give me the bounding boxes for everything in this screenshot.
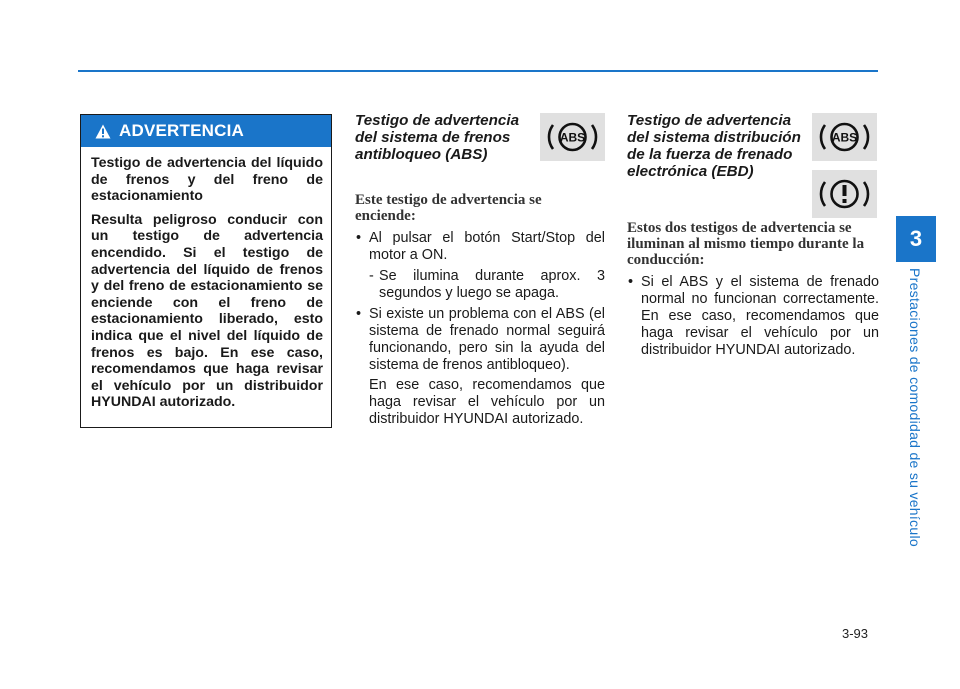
warning-box xyxy=(80,114,332,428)
abs-bullet-2-follow: En ese caso, recomendamos que haga revisar el vehículo por un distribuidor HYUNDAI autorizado. xyxy=(369,377,605,427)
svg-text:ABS: ABS xyxy=(559,130,586,145)
ebd-brake-icon-box xyxy=(812,170,877,218)
ebd-bullet-1: • Si el ABS y el sistema de frenado normal no funcionan correctamente. En ese caso, recomendamos que haga revisar el vehículo por un distribuidor HYUNDAI autorizado. xyxy=(627,274,879,359)
abs-icon-box xyxy=(540,113,605,161)
warning-body xyxy=(81,147,331,411)
abs-section-title: Testigo de advertencia del sistema de frenos antibloqueo (ABS) xyxy=(355,112,520,163)
abs-bullet-2: • Si existe un problema con el ABS (el sistema de frenado normal seguirá funcionando, pero sin la ayuda del sistema de frenos antibloqueo). xyxy=(355,306,605,374)
ebd-title-wrap xyxy=(627,112,809,200)
brake-exclamation-icon xyxy=(812,170,877,218)
ebd-section-title: Testigo de advertencia del sistema distribución de la fuerza de frenado electrónica (EBD) xyxy=(627,112,801,180)
warning-subtitle: Testigo de advertencia del líquido de frenos y del freno de estacionamiento xyxy=(91,155,323,205)
ebd-abs-icon-box xyxy=(812,113,877,161)
abs-warning-icon xyxy=(812,113,877,161)
chapter-title-text: Prestaciones de comodidad de su vehículo xyxy=(907,268,923,547)
warning-triangle-icon xyxy=(95,124,111,139)
page-number: 3-93 xyxy=(842,626,869,641)
warning-text: Resulta peligroso conducir con un testigo de advertencia encendido. Si el testigo de advertencia del líquido de frenos y del freno de estacionamiento se enciende con el freno de estacionamiento liberado, esto indica que el nivel del líquido de frenos es bajo. En ese caso, recomendamos que haga revisar el vehículo por un distribuidor HYUNDAI autorizado. xyxy=(91,211,323,411)
abs-bullet-1: • Al pulsar el botón Start/Stop del motor a ON. xyxy=(355,230,605,264)
chapter-tab: 3 xyxy=(896,216,936,262)
abs-title-wrap xyxy=(355,112,535,174)
abs-dash-1: - Se ilumina durante aprox. 3 segundos y luego se apaga. xyxy=(355,268,605,302)
abs-warning-icon xyxy=(540,113,605,161)
chapter-title xyxy=(904,268,926,547)
top-rule xyxy=(78,70,878,72)
ebd-subheading: Estos dos testigos de advertencia se iluminan al mismo tiempo durante la conducción: xyxy=(627,220,865,268)
svg-text:ABS: ABS xyxy=(831,130,858,145)
warning-header xyxy=(81,115,331,147)
abs-subheading: Este testigo de advertencia se enciende: xyxy=(355,192,542,224)
warning-title: ADVERTENCIA xyxy=(119,121,244,140)
